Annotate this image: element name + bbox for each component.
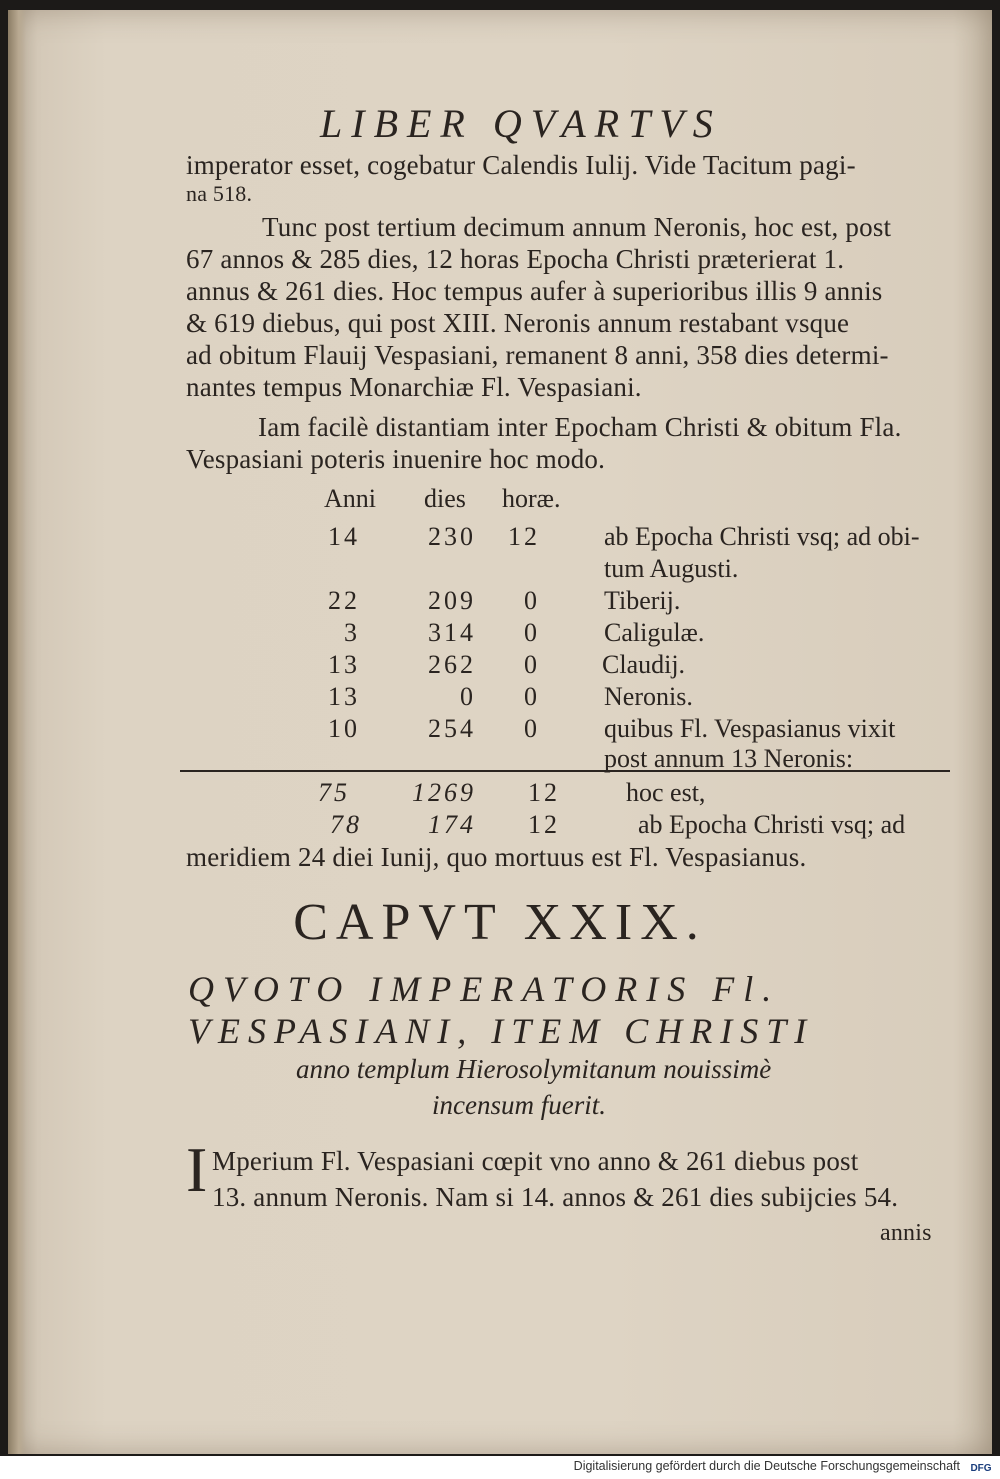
svg-text:DFG: DFG	[970, 1463, 992, 1474]
chapter-title: CAPVT XXIX.	[293, 894, 707, 951]
dies-cell: 262	[428, 650, 476, 679]
dies-cell: 1269	[412, 778, 476, 807]
anni-cell: 13	[328, 682, 360, 711]
anni-cell: 13	[328, 650, 360, 679]
text-line: nantes tempus Monarchiæ Fl. Vespasiani.	[186, 372, 642, 402]
anni-cell: 78	[330, 810, 362, 839]
desc-cell: hoc est,	[626, 778, 706, 807]
dies-cell: 314	[428, 618, 476, 647]
horae-cell: 0	[524, 714, 540, 743]
desc-cell: Tiberij.	[604, 586, 681, 615]
desc-cell: Caligulæ.	[604, 618, 705, 647]
anni-cell: 3	[344, 618, 360, 647]
text-line: Mperium Fl. Vespasiani cœpit vno anno & 261 diebus post	[212, 1146, 859, 1176]
text-line: annus & 261 dies. Hoc tempus aufer à superioribus illis 9 annis	[186, 276, 883, 306]
horae-cell: 0	[524, 618, 540, 647]
horae-cell: 0	[524, 650, 540, 679]
text-line: Tunc post tertium decimum annum Neronis, hoc est, post	[262, 212, 892, 242]
text-line: imperator esset, cogebatur Calendis Iulij. Vide Tacitum pagi-	[186, 150, 856, 180]
text-line: & 619 diebus, qui post XIII. Neronis annum restabant vsque	[186, 308, 850, 338]
text-line: 13. annum Neronis. Nam si 14. annos & 261 dies subijcies 54.	[212, 1182, 899, 1212]
anni-cell: 10	[328, 714, 360, 743]
desc-cell: ab Epocha Christi vsq; ad obi-	[604, 522, 920, 551]
catchword: annis	[880, 1220, 932, 1246]
chapter-subtitle: VESPASIANI, ITEM CHRISTI	[188, 1011, 815, 1051]
text-line: meridiem 24 diei Iunij, quo mortuus est Fl. Vespasianus.	[186, 842, 807, 872]
footer-text: Digitalisierung gefördert durch die Deutsche Forschungsgemeinschaft	[573, 1459, 960, 1473]
dies-cell: 209	[428, 586, 476, 615]
horae-cell: 12	[528, 778, 560, 807]
text-line: ad obitum Flauij Vespasiani, remanent 8 anni, 358 dies determi-	[186, 340, 889, 370]
dies-cell: 174	[428, 810, 476, 839]
text-line: Iam facilè distantiam inter Epocham Christi & obitum Fla.	[258, 412, 902, 442]
anni-cell: 75	[318, 778, 350, 807]
desc-cell: Claudij.	[602, 650, 686, 679]
chapter-subtitle: QVOTO IMPERATORIS Fl.	[188, 969, 781, 1009]
digitization-footer	[0, 1456, 1000, 1479]
horae-cell: 0	[524, 682, 540, 711]
dfg-logo-icon	[968, 1459, 994, 1475]
text-line: Vespasiani poteris inuenire hoc modo.	[186, 444, 606, 474]
desc-cell: ab Epocha Christi vsq; ad	[638, 810, 906, 839]
horae-cell: 12	[528, 810, 560, 839]
anni-cell: 14	[328, 522, 360, 551]
desc-cell-cont: post annum 13 Neronis:	[604, 744, 854, 773]
dies-cell: 230	[428, 522, 476, 551]
chapter-subtitle: anno templum Hierosolymitanum nouissimè	[296, 1054, 772, 1084]
horae-cell: 12	[508, 522, 540, 551]
running-head: LIBER QVARTVS	[320, 101, 722, 146]
table-header-dies: dies	[424, 484, 466, 513]
desc-cell-cont: tum Augusti.	[604, 554, 739, 583]
dies-cell: 0	[460, 682, 476, 711]
page-gutter-shadow	[8, 10, 26, 1454]
table-header-horae: horæ.	[502, 484, 561, 513]
table-header-anni: Anni	[324, 484, 376, 513]
sum-rule	[180, 770, 950, 772]
anni-cell: 22	[328, 586, 360, 615]
desc-cell: Neronis.	[604, 682, 693, 711]
dies-cell: 254	[428, 714, 476, 743]
text-line: na 518.	[186, 181, 253, 206]
horae-cell: 0	[524, 586, 540, 615]
drop-capital: I	[186, 1134, 208, 1205]
text-line: 67 annos & 285 dies, 12 horas Epocha Christi præterierat 1.	[186, 244, 845, 274]
chapter-subtitle: incensum fuerit.	[432, 1090, 606, 1120]
desc-cell: quibus Fl. Vespasianus vixit	[604, 714, 896, 743]
